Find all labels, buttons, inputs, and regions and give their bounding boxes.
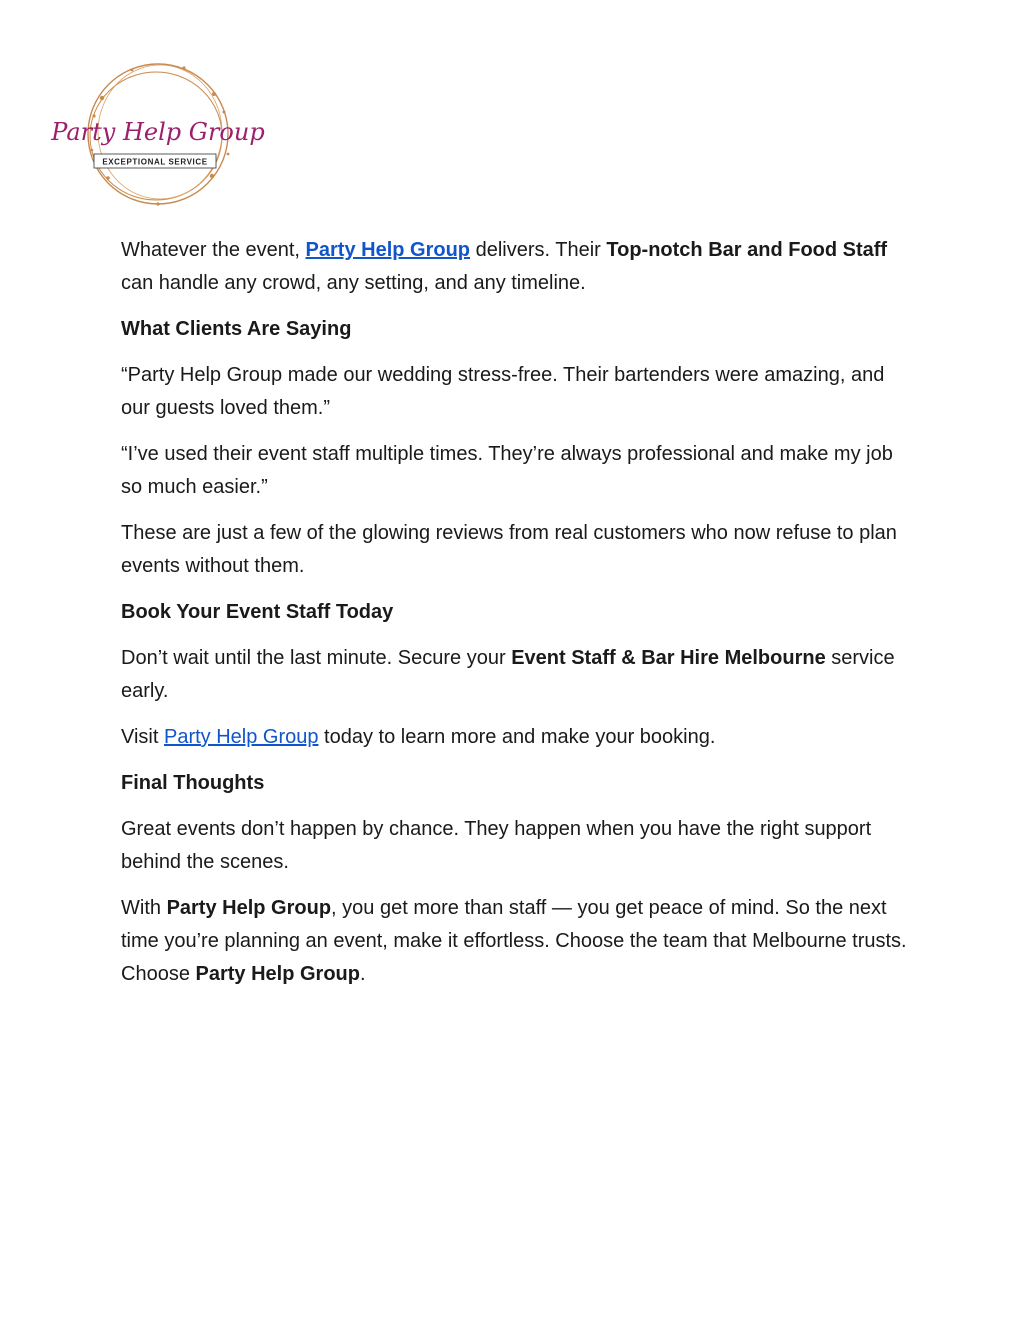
testimonials-heading: What Clients Are Saying: [121, 318, 352, 340]
final-bold-brand-1: Party Help Group: [166, 897, 332, 919]
testimonial-quote-2: “I’ve used their event staff multiple times. They’re always professional and make my job so much easier.”: [121, 443, 893, 498]
party-help-group-logo: [51, 58, 265, 210]
party-help-group-link[interactable]: Party Help Group: [305, 239, 471, 261]
final-text-3: .: [359, 963, 366, 985]
intro-paragraph: [121, 234, 911, 300]
testimonial-quote-1: “Party Help Group made our wedding stress-free. Their bartenders were amazing, and our guests loved them.”: [121, 364, 885, 419]
visit-text-post: today to learn more and make your booking.: [318, 726, 716, 748]
logo-brand-text: Party Help Group: [51, 118, 265, 146]
final-bold-brand-2: Party Help Group: [195, 963, 360, 985]
visit-text-pre: Visit: [121, 726, 164, 748]
intro-text-3: can handle any crowd, any setting, and any timeline.: [121, 272, 586, 294]
intro-bold-staff: Top-notch Bar and Food Staff: [606, 239, 888, 261]
booking-text-2: service early.: [121, 647, 895, 702]
booking-text-1: Don’t wait until the last minute. Secure your: [121, 647, 512, 669]
testimonials-summary: These are just a few of the glowing reviews from real customers who now refuse to plan events without them.: [121, 522, 897, 577]
booking-bold-service: Event Staff & Bar Hire Melbourne: [511, 647, 826, 669]
final-thoughts-heading: Final Thoughts: [121, 772, 265, 794]
visit-party-help-group-link[interactable]: Party Help Group: [163, 726, 319, 748]
booking-paragraph: [121, 642, 911, 708]
logo-tagline-text: EXCEPTIONAL SERVICE: [102, 157, 208, 167]
logo-graphic: [51, 58, 265, 210]
document-body: [121, 234, 911, 1004]
intro-text-2: delivers. Their: [470, 239, 607, 261]
final-text-1: With: [121, 897, 167, 919]
final-paragraph-1: Great events don’t happen by chance. They happen when you have the right support behind the scenes.: [121, 818, 872, 873]
final-text-2: , you get more than staff — you get peace of mind. So the next time you’re planning an event, make it effortless. Choose the team that Melbourne trusts. Choose: [121, 897, 907, 985]
booking-heading: Book Your Event Staff Today: [121, 601, 394, 623]
intro-text-1: Whatever the event,: [121, 239, 306, 261]
visit-paragraph: [121, 721, 911, 754]
final-paragraph-2: [121, 892, 911, 991]
